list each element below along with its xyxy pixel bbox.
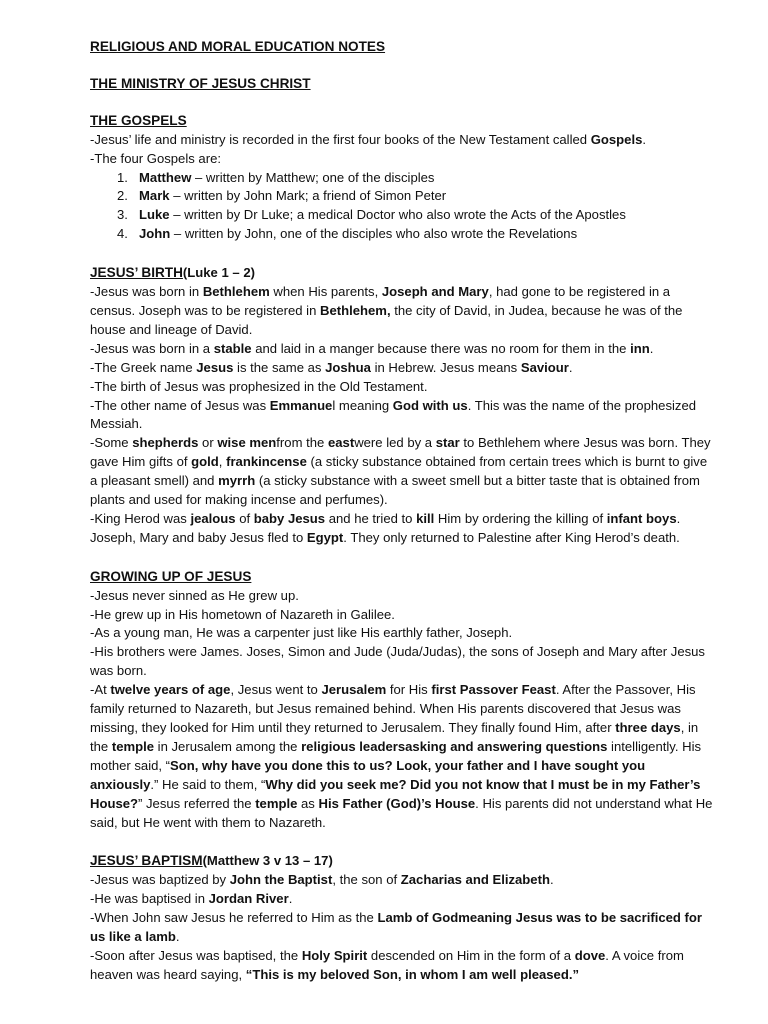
bold-text: Zacharias and Elizabeth bbox=[400, 872, 550, 888]
bold-text: Jordan River bbox=[208, 891, 289, 907]
list-item bbox=[90, 206, 716, 225]
section-birth bbox=[90, 264, 716, 548]
text-run: -Jesus was born in a bbox=[90, 340, 214, 356]
paragraph bbox=[90, 131, 716, 150]
list-number: 3. bbox=[117, 207, 128, 223]
paragraph bbox=[90, 624, 716, 643]
text-run: descended on Him in the form of a bbox=[367, 947, 575, 963]
paragraph bbox=[90, 681, 716, 832]
paragraph bbox=[90, 283, 716, 340]
text-run: , bbox=[218, 454, 227, 470]
text-run: -Jesus’ life and ministry is recorded in the first four books of the New Testament called bbox=[90, 131, 591, 147]
bold-text: shepherds bbox=[132, 435, 199, 451]
bold-text: star bbox=[435, 435, 460, 451]
bold-text: God with us bbox=[392, 397, 468, 413]
gospel-name: John bbox=[139, 226, 171, 242]
notes-content bbox=[90, 38, 716, 985]
bold-text: frankincense bbox=[226, 454, 307, 470]
paragraph bbox=[90, 890, 716, 909]
bold-text: east bbox=[327, 435, 355, 451]
text-run: . bbox=[549, 872, 554, 888]
paragraph bbox=[90, 947, 716, 985]
text-run: -He grew up in His hometown of Nazareth in Galilee. bbox=[90, 606, 395, 622]
bold-text: baby Jesus bbox=[253, 510, 326, 526]
text-run: -The birth of Jesus was prophesized in the Old Testament. bbox=[90, 378, 428, 394]
paragraph bbox=[90, 587, 716, 606]
bold-text: Holy Spirit bbox=[301, 947, 368, 963]
text-run: in Hebrew. Jesus means bbox=[370, 359, 521, 375]
text-run: . bbox=[288, 891, 293, 907]
text-run: , the son of bbox=[332, 872, 401, 888]
text-run: -His brothers were James. Joses, Simon and Jude (Juda/Judas), the sons of Joseph and Mary after Jesus was born. bbox=[90, 644, 705, 679]
text-run: -King Herod was bbox=[90, 510, 191, 526]
text-run: as bbox=[297, 795, 319, 811]
text-run: (a sticky substance with a sweet smell but a bitter taste that is obtained from plants and used for making incense and perfumes). bbox=[90, 473, 700, 508]
scripture-reference: (Luke 1 – 2) bbox=[182, 265, 255, 281]
bold-text: twelve years of age bbox=[110, 682, 231, 698]
gospel-name: Mark bbox=[139, 188, 170, 204]
text-run: -At bbox=[90, 682, 111, 698]
text-run: , in the bbox=[90, 720, 699, 754]
text-run: . This was the name of the prophesized Messiah. bbox=[90, 397, 697, 432]
bold-text: Son, why have you done this to us? Look, your father and I have sought you anxiously bbox=[90, 757, 646, 792]
gospel-description: – written by John, one of the disciples who also wrote the Revelations bbox=[170, 226, 578, 242]
text-run: from the bbox=[276, 435, 328, 451]
section-baptism bbox=[90, 852, 716, 984]
bold-text: Bethlehem, bbox=[320, 302, 391, 318]
text-run: (a sticky substance obtained from certain trees which is burnt to give a pleasant smell) and bbox=[90, 454, 708, 489]
text-run: . After the Passover, His family returned to Nazareth, but Jesus remained behind. When His parents discovered that Jesus was missing, they looked for Him until they returned to Jerusalem. They finally found Him, after bbox=[90, 682, 696, 735]
text-run: -As a young man, He was a carpenter just like His earthly father, Joseph. bbox=[90, 625, 513, 641]
gospels-list bbox=[90, 169, 716, 245]
list-number: 4. bbox=[117, 226, 128, 242]
bold-text: first Passover Feast bbox=[431, 682, 556, 698]
section-gospels bbox=[90, 112, 716, 244]
paragraph bbox=[90, 909, 716, 947]
bold-text: Gospels bbox=[590, 131, 643, 147]
section-body bbox=[90, 871, 716, 984]
text-run: when His parents, bbox=[269, 284, 382, 300]
text-run: . bbox=[568, 359, 573, 375]
bold-text: Jerusalem bbox=[321, 682, 387, 698]
text-run: , had gone to be registered in a census. Joseph was to be registered in bbox=[90, 284, 671, 318]
paragraph bbox=[90, 606, 716, 625]
bold-text: Egypt bbox=[306, 529, 344, 545]
text-run: -Jesus never sinned as He grew up. bbox=[90, 587, 299, 603]
document-subtitle: THE MINISTRY OF JESUS CHRIST bbox=[90, 75, 311, 91]
text-run: -Some bbox=[90, 435, 133, 451]
paragraph bbox=[90, 340, 716, 359]
gospel-description: – written by Matthew; one of the disciples bbox=[191, 169, 435, 185]
text-run: were led by a bbox=[354, 435, 436, 451]
bold-text: Saviour bbox=[520, 359, 569, 375]
text-run: . His parents did not understand what He said, but He went with them to Nazareth. bbox=[90, 795, 713, 830]
paragraph bbox=[90, 359, 716, 378]
bold-text: Why did you seek me? Did you not know that I must be in my Father’s House? bbox=[90, 776, 701, 811]
text-run: -The other name of Jesus was bbox=[90, 397, 270, 413]
text-run: and he tried to bbox=[325, 510, 417, 526]
bold-text: wise men bbox=[217, 435, 277, 451]
gospel-name: Luke bbox=[139, 207, 170, 223]
text-run: ” Jesus referred the bbox=[138, 795, 256, 811]
text-run: -When John saw Jesus he referred to Him as the bbox=[90, 910, 378, 926]
bold-text: kill bbox=[416, 510, 435, 526]
text-run: , Jesus went to bbox=[230, 682, 322, 698]
list-item bbox=[90, 225, 716, 244]
text-run: . bbox=[175, 929, 180, 945]
bold-text: temple bbox=[255, 795, 298, 811]
section-body bbox=[90, 587, 716, 833]
bold-text: Jesus bbox=[196, 359, 234, 375]
gospel-name: Matthew bbox=[139, 169, 192, 185]
section-growing-up bbox=[90, 568, 716, 833]
text-run: for His bbox=[386, 682, 432, 698]
section-heading: JESUS’ BAPTISM bbox=[90, 853, 203, 869]
bold-text: jealous bbox=[190, 510, 236, 526]
document-title: RELIGIOUS AND MORAL EDUCATION NOTES bbox=[90, 39, 386, 54]
text-run: -Jesus was born in bbox=[90, 284, 203, 300]
bold-text: dove bbox=[574, 947, 606, 963]
paragraph: -The four Gospels are: bbox=[90, 150, 221, 166]
paragraph bbox=[90, 510, 716, 548]
paragraph bbox=[90, 871, 716, 890]
text-run: intelligently. His mother said, “ bbox=[90, 738, 702, 773]
bold-text: myrrh bbox=[218, 473, 256, 489]
bold-text: His Father (God)’s House bbox=[318, 795, 476, 811]
bold-text: Emmanue bbox=[269, 397, 333, 413]
text-run: -He was baptised in bbox=[90, 891, 209, 907]
text-run: or bbox=[198, 435, 218, 451]
bold-text: Joseph and Mary bbox=[381, 284, 489, 300]
text-run: -The Greek name bbox=[90, 359, 197, 375]
text-run: . A voice from heaven was heard saying, bbox=[90, 947, 684, 982]
text-run: -Soon after Jesus was baptised, the bbox=[90, 947, 302, 963]
bold-text: three days bbox=[615, 720, 681, 735]
paragraph bbox=[90, 434, 716, 510]
bold-text: “This is my beloved Son, in whom I am well pleased.” bbox=[245, 966, 580, 982]
text-run: the city of David, in Judea, because he was of the house and lineage of David. bbox=[90, 302, 683, 337]
bold-text: gold bbox=[191, 454, 219, 470]
bold-text: Bethlehem bbox=[202, 284, 270, 300]
bold-text: John the Baptist bbox=[229, 872, 333, 888]
text-run: . They only returned to Palestine after King Herod’s death. bbox=[343, 529, 680, 545]
text-run: is the same as bbox=[233, 359, 326, 375]
text-run: . bbox=[642, 131, 647, 147]
bold-text: temple bbox=[111, 738, 155, 754]
text-run: to Bethlehem where Jesus was born. They gave Him gifts of bbox=[90, 435, 711, 470]
paragraph bbox=[90, 397, 716, 435]
bold-text: inn bbox=[630, 340, 650, 356]
section-heading: THE GOSPELS bbox=[90, 112, 187, 128]
list-number: 1. bbox=[117, 169, 128, 185]
section-heading: GROWING UP OF JESUS bbox=[90, 568, 252, 584]
text-run: of bbox=[235, 510, 254, 526]
section-body bbox=[90, 283, 716, 548]
bold-text: infant boys bbox=[606, 510, 677, 526]
section-heading-row bbox=[90, 852, 716, 871]
bold-text: religious leadersasking and answering questions bbox=[301, 738, 608, 754]
text-run: Him by ordering the killing of bbox=[434, 510, 607, 526]
gospel-description: – written by Dr Luke; a medical Doctor who also wrote the Acts of the Apostles bbox=[169, 207, 626, 223]
gospel-description: – written by John Mark; a friend of Simon Peter bbox=[169, 188, 447, 204]
text-run: and laid in a manger because there was no room for them in the bbox=[251, 340, 631, 356]
text-run: l meaning bbox=[332, 397, 393, 413]
bold-text: stable bbox=[213, 340, 252, 356]
paragraph bbox=[90, 643, 716, 681]
bold-text: Joshua bbox=[325, 359, 371, 375]
list-item bbox=[90, 169, 716, 188]
paragraph bbox=[90, 378, 716, 397]
scripture-reference: (Matthew 3 v 13 – 17) bbox=[202, 853, 333, 869]
text-run: . Joseph, Mary and baby Jesus fled to bbox=[90, 510, 681, 545]
section-heading: JESUS’ BIRTH bbox=[90, 265, 183, 281]
text-run: .” He said to them, “ bbox=[150, 776, 266, 792]
text-run: . bbox=[649, 340, 654, 356]
list-number: 2. bbox=[117, 188, 128, 204]
section-heading-row bbox=[90, 264, 716, 283]
text-run: in Jerusalem among the bbox=[154, 738, 302, 754]
bold-text: Lamb of Godmeaning Jesus was to be sacrificed for us like a lamb bbox=[90, 910, 702, 945]
text-run: -Jesus was baptized by bbox=[90, 872, 230, 888]
list-item bbox=[90, 187, 716, 206]
